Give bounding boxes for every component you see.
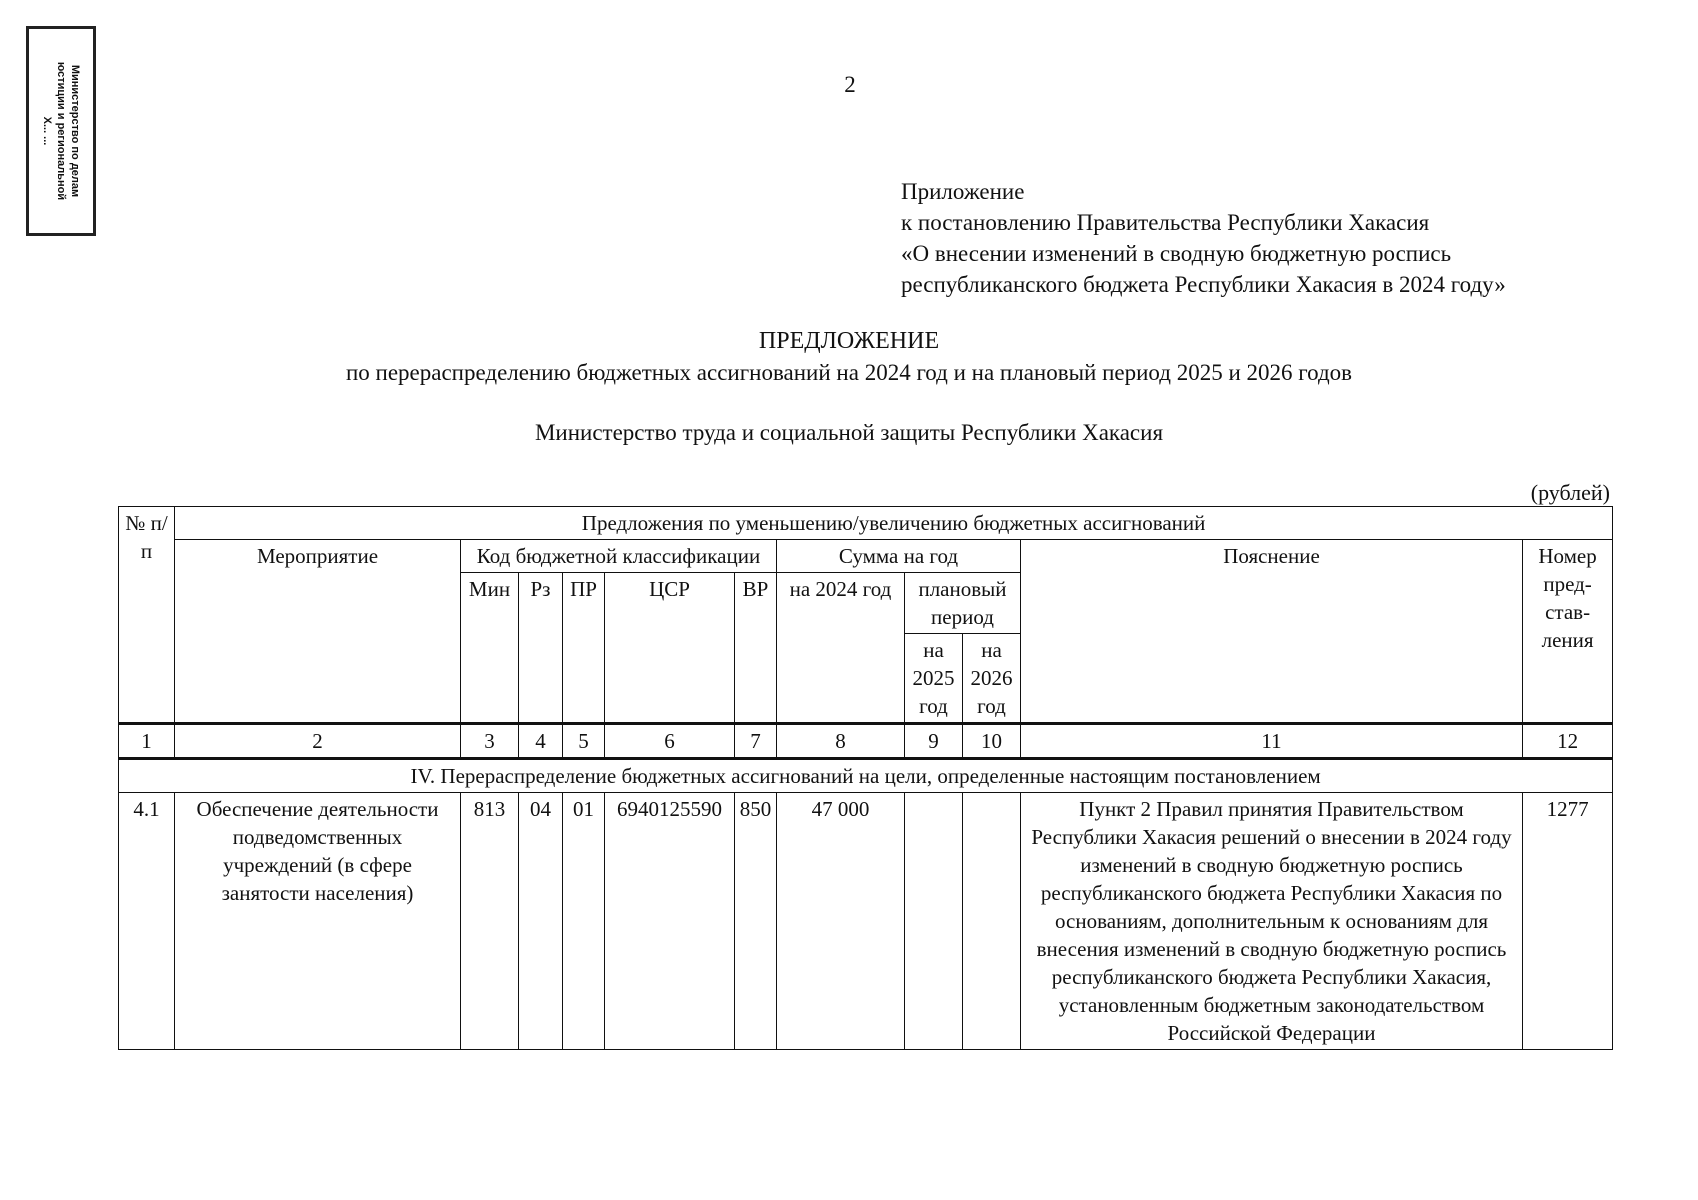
row-activity: Обеспечение деятельности подведомственных учреждений (в сфере занятости населения) xyxy=(175,793,461,1050)
header-min: Мин xyxy=(461,573,519,724)
row-explanation: Пункт 2 Правил принятия Правительством Республики Хакасия решений о внесении в 2024 году изменений в сводную бюджетную роспись республиканского бюджета Республики Хакасия по основаниям, дополнительным к основаниям для внесения изменений в сводную бюджетную роспись республиканского бюджета Республики Хакасия, установленным бюджетным законодательством Российской Федерации xyxy=(1021,793,1523,1050)
row-rz: 04 xyxy=(519,793,563,1050)
column-number: 4 xyxy=(519,724,563,759)
appendix-line: Приложение xyxy=(901,179,1025,204)
header-2025: на 2025 год xyxy=(905,634,963,724)
column-number: 12 xyxy=(1523,724,1613,759)
column-number: 3 xyxy=(461,724,519,759)
column-number: 8 xyxy=(777,724,905,759)
column-number: 6 xyxy=(605,724,735,759)
document-title: ПРЕДЛОЖЕНИЕ xyxy=(758,328,940,354)
header-2026: на 2026 год xyxy=(963,634,1021,724)
row-csr: 6940125590 xyxy=(605,793,735,1050)
units-label: (рублей) xyxy=(1530,480,1610,505)
row-pr: 01 xyxy=(563,793,605,1050)
stamp-line: юстиции и региональной xyxy=(55,61,67,201)
header-pr: ПР xyxy=(563,573,605,724)
header-explanation: Пояснение xyxy=(1021,540,1523,724)
stamp-line: Министерство по делам xyxy=(69,64,81,198)
column-number: 1 xyxy=(119,724,175,759)
header-proposals: Предложения по уменьшению/увеличению бюджетных ассигнований xyxy=(175,507,1613,540)
section-row xyxy=(119,759,1613,793)
column-number: 10 xyxy=(963,724,1021,759)
column-number: 5 xyxy=(563,724,605,759)
header-budget-code: Код бюджетной классификации xyxy=(461,540,777,573)
page-number: 2 xyxy=(844,72,856,97)
row-vr: 850 xyxy=(735,793,777,1050)
ministry-name: Министерство труда и социальной защиты Республики Хакасия xyxy=(534,420,1164,445)
stamp-text xyxy=(40,31,82,231)
row-num: 4.1 xyxy=(119,793,175,1050)
header-sum-per-year: Сумма на год xyxy=(777,540,1021,573)
section-title: IV. Перераспределение бюджетных ассигнований на цели, определенные настоящим постановлением xyxy=(119,759,1613,793)
row-2024: 47 000 xyxy=(777,793,905,1050)
document-subtitle: по перераспределению бюджетных ассигнований на 2024 год и на плановый период 2025 и 2026 годов xyxy=(345,360,1353,385)
header-submission-number: Номер пред-став-ления xyxy=(1523,540,1613,724)
stamp-line: Х... ... xyxy=(41,116,53,146)
header-planned-period: плановый период xyxy=(905,573,1021,634)
row-min: 813 xyxy=(461,793,519,1050)
appendix-line: республиканского бюджета Республики Хакасия в 2024 году» xyxy=(901,272,1506,297)
appendix-note xyxy=(901,176,1506,300)
appendix-line: «О внесении изменений в сводную бюджетную роспись xyxy=(901,241,1452,266)
header-rz: Рз xyxy=(519,573,563,724)
appendix-line: к постановлению Правительства Республики Хакасия xyxy=(901,210,1430,235)
header-num: № п/п xyxy=(119,507,175,724)
column-number: 7 xyxy=(735,724,777,759)
column-number: 11 xyxy=(1021,724,1523,759)
column-number: 9 xyxy=(905,724,963,759)
column-numbers-row xyxy=(119,724,1613,759)
allocations-table xyxy=(118,506,1613,1050)
header-2024: на 2024 год xyxy=(777,573,905,724)
row-submission-number: 1277 xyxy=(1523,793,1613,1050)
table-row xyxy=(119,793,1613,1050)
row-2026 xyxy=(963,793,1021,1050)
column-number: 2 xyxy=(175,724,461,759)
header-csr: ЦСР xyxy=(605,573,735,724)
registration-stamp xyxy=(26,26,96,236)
row-2025 xyxy=(905,793,963,1050)
header-vr: ВР xyxy=(735,573,777,724)
header-activity: Мероприятие xyxy=(175,540,461,724)
